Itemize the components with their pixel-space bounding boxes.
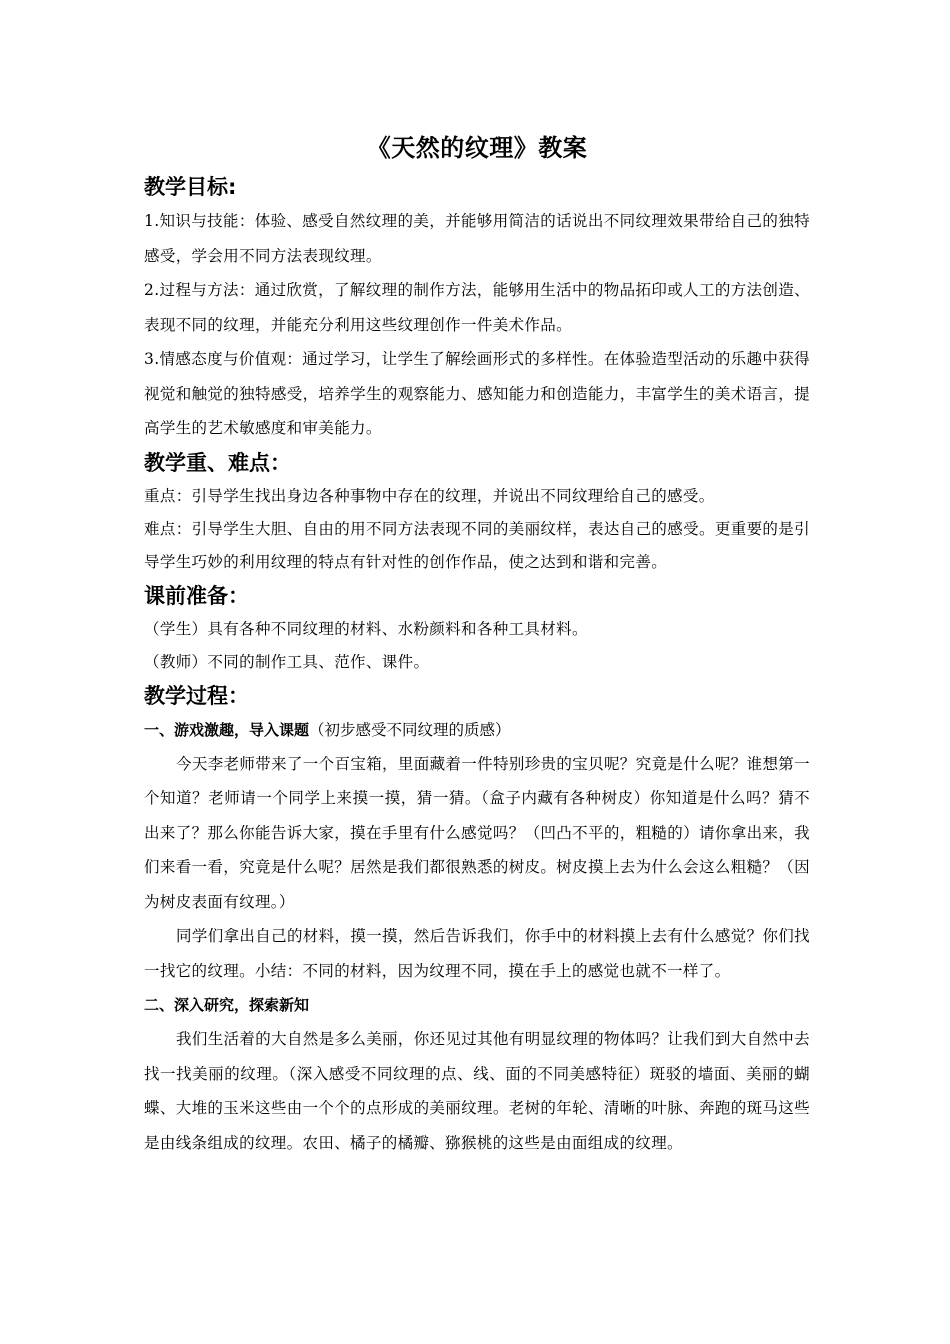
preparation-teacher: （教师）不同的制作工具、范作、课件。 <box>144 652 430 671</box>
section-1-title: 一、游戏激趣，导入课题 <box>144 720 310 739</box>
preparation-students: （学生）具有各种不同纹理的材料、水粉颜料和各种工具材料。 <box>144 619 588 638</box>
section-1-paragraph-2: 同学们拿出自己的材料，摸一摸，然后告诉我们，你手中的材料摸上去有什么感觉？你们找一找它的纹理。小结：不同的材料，因为纹理不同，摸在手上的感觉也就不一样了。 <box>144 927 811 980</box>
section-1-note: （初步感受不同纹理的质感） <box>309 720 511 739</box>
objective-item-3: 3.情感态度与价值观：通过学习，让学生了解绘画形式的多样性。在体验造型活动的乐趣中获得视觉和触觉的独特感受，培养学生的观察能力、感知能力和创造能力，丰富学生的美术语言，提高学生的艺术敏感度和审美能力。 <box>144 350 810 437</box>
section-1-heading <box>144 713 810 747</box>
keypoints-heading: 教学重、难点： <box>144 450 291 475</box>
document-title: 《天然的纹理》教案 <box>366 134 588 162</box>
objectives-heading: 教学目标: <box>144 175 237 199</box>
process-heading: 教学过程： <box>144 683 249 708</box>
keypoint-difficulty: 难点：引导学生大胆、自由的用不同方法表现不同的美丽纹样，表达自己的感受。更重要的是引导学生巧妙的利用纹理的特点有针对性的创作作品，使之达到和谐和完善。 <box>144 519 810 571</box>
section-2-paragraph-1: 我们生活着的大自然是多么美丽，你还见过其他有明显纹理的物体吗？让我们到大自然中去找一找美丽的纹理。（深入感受不同纹理的点、线、面的不同美感特征）斑驳的墙面、美丽的蝴蝶、大堆的玉米这些由一个个的点形成的美丽纹理。老树的年轮、清晰的叶脉、奔跑的斑马这些是由线条组成的纹理。农田、橘子的橘瓣、猕猴桃的这些是由面组成的纹理。 <box>144 1030 811 1152</box>
keypoint-focus: 重点：引导学生找出身边各种事物中存在的纹理，并说出不同纹理给自己的感受。 <box>144 486 715 505</box>
preparation-heading: 课前准备： <box>144 583 249 608</box>
document-page <box>144 128 810 1160</box>
objective-item-2: 2.过程与方法：通过欣赏，了解纹理的制作方法，能够用生活中的物品拓印或人工的方法创造、表现不同的纹理，并能充分利用这些纹理创作一件美术作品。 <box>144 281 810 334</box>
section-1-paragraph-1: 今天李老师带来了一个百宝箱，里面藏着一件特别珍贵的宝贝呢？究竟是什么呢？谁想第一个知道？老师请一个同学上来摸一摸，猜一猜。（盒子内藏有各种树皮）你知道是什么吗？猜不出来了？那么你能告诉大家，摸在手里有什么感觉吗？（凹凸不平的，粗糙的）请你拿出来，我们来看一看，究竟是什么呢？居然是我们都很熟悉的树皮。树皮摸上去为什么会这么粗糙？（因为树皮表面有纹理。） <box>144 754 811 911</box>
section-2-title: 二、深入研究，探索新知 <box>144 996 310 1014</box>
section-2-heading <box>144 988 810 1022</box>
objective-item-1: 1.知识与技能：体验、感受自然纹理的美，并能够用简洁的话说出不同纹理效果带给自己的独特感受，学会用不同方法表现纹理。 <box>144 212 810 265</box>
